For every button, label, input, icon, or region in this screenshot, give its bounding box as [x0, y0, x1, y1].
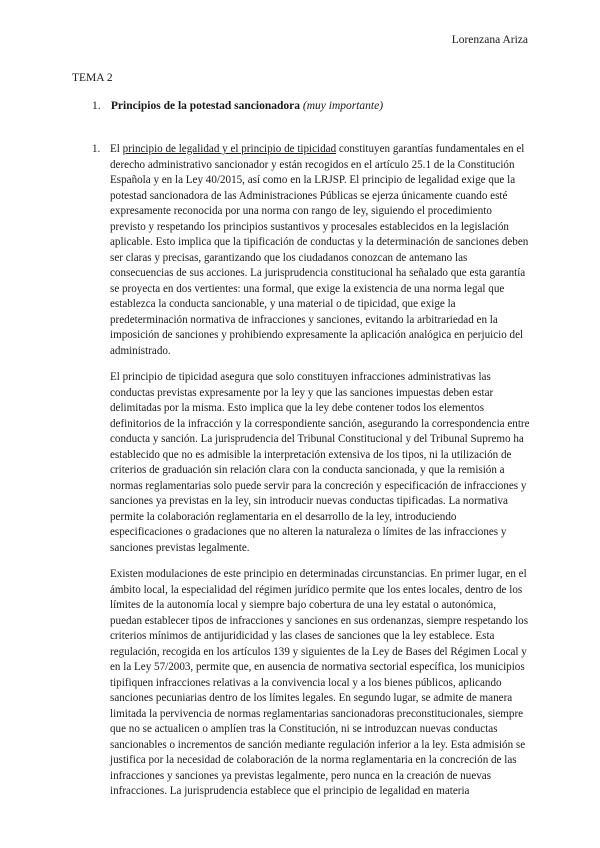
paragraph-1-pre: El — [110, 143, 123, 155]
section-heading — [92, 100, 383, 112]
author-header: Lorenzana Ariza — [451, 34, 528, 46]
paragraph-1-underlined: principio de legalidad y el principio de tipicidad — [122, 143, 337, 155]
paragraph-2: El principio de tipicidad asegura que solo constituyen infracciones administrativas las conductas previstas expresamente por la ley y que las sanciones impuestas deben estar delimitadas por la misma. Esto implica que la ley debe contener todos los elementos definitorios de la infracción y la correspondiente sanción, asegurando la correspondencia entre conducta y sanción. La jurisprudencia del Tribunal Constitucional y del Tribunal Supremo ha establecido que no es admisible la interpretación extensiva de los tipos, ni la utilización de criterios de graduación sin relación clara con la conducta sancionada, y que la remisión a normas reglamentarias solo puede servir para la concreción y especificación de infracciones y sanciones ya previstas en la ley, sin introducir nuevas conductas tipificadas. La normativa permite la colaboración reglamentaria en el desarrollo de la ley, introduciendo especificaciones o gradaciones que no alteren la naturaleza o límites de las infracciones y sanciones previstas legalmente. — [110, 371, 530, 554]
document-body — [92, 142, 530, 811]
tema-title: TEMA 2 — [72, 72, 113, 84]
section-note: (muy importante) — [302, 100, 384, 112]
paragraph-3: Existen modulaciones de este principio en determinadas circunstancias. En primer lugar, en el ámbito local, la especialidad del régimen jurídico permite que los entes locales, dentro de los límites de la autonomía local y siempre bajo cobertura de una ley estatal o autonómica, puedan establecer tipos de infracciones y sanciones en sus ordenanzas, siempre respetando los criterios mínimos de antijuridicidad y las clases de sanciones que la ley establece. Esta regulación, recogida en los artículos 139 y siguientes de la Ley de Bases del Régimen Local y en la Ley 57/2003, permite que, en ausencia de normativa sectorial específica, los municipios tipifiquen infracciones relativas a la convivencia local y a los bienes públicos, aplicando sanciones pecuniarias dentro de los límites legales. En segundo lugar, se admite de manera limitada la pervivencia de normas reglamentarias sancionadoras preconstitucionales, siempre que no se actualicen o amplíen tras la Constitución, ni se introduzcan nuevas conductas sancionables o incrementos de sanción mediante regulación inferior a la ley. Esta admisión se justifica por la necesidad de colaboración de la norma reglamentaria en la concreción de las infracciones y sanciones ya previstas legalmente, pero nunca en la creación de nuevas infracciones. La jurisprudencia establece que el principio de legalidad en materia — [110, 568, 529, 797]
paragraph-1 — [92, 142, 530, 359]
section-title: Principios de la potestad sancionadora — [110, 100, 301, 112]
paragraph-1-rest: constituyen garantías fundamentales en el derecho administrativo sancionador y están recogidos en el artículo 25.1 de la Constitución Española y en la Ley 40/2015, así como en la LRJSP. El principio de legalidad exige que la potestad sancionadora de las Administraciones Públicas se ejerza únicamente cuando esté expresamente reconocida por una norma con rango de ley, siguiendo el procedimiento previsto y respetando los principios sustantivos y procesales establecidos en la legislación aplicable. Esto implica que la tipificación de conductas y la determinación de sanciones deben ser claras y precisas, garantizando que los ciudadanos conozcan de antemano las consecuencias de sus acciones. La jurisprudencia constitucional ha señalado que esta garantía se proyecta en dos vertientes: una formal, que exige la existencia de una norma legal que establezca la conducta sancionable, y una material o de tipicidad, que exige la predeterminación normativa de infracciones y sanciones, evitando la arbitrariedad en la imposición de sanciones y prohibiendo expresamente la aplicación analógica en perjuicio del administrado. — [110, 143, 529, 357]
section-number: 1. — [92, 100, 101, 112]
paragraph-1-number: 1. — [92, 143, 101, 155]
